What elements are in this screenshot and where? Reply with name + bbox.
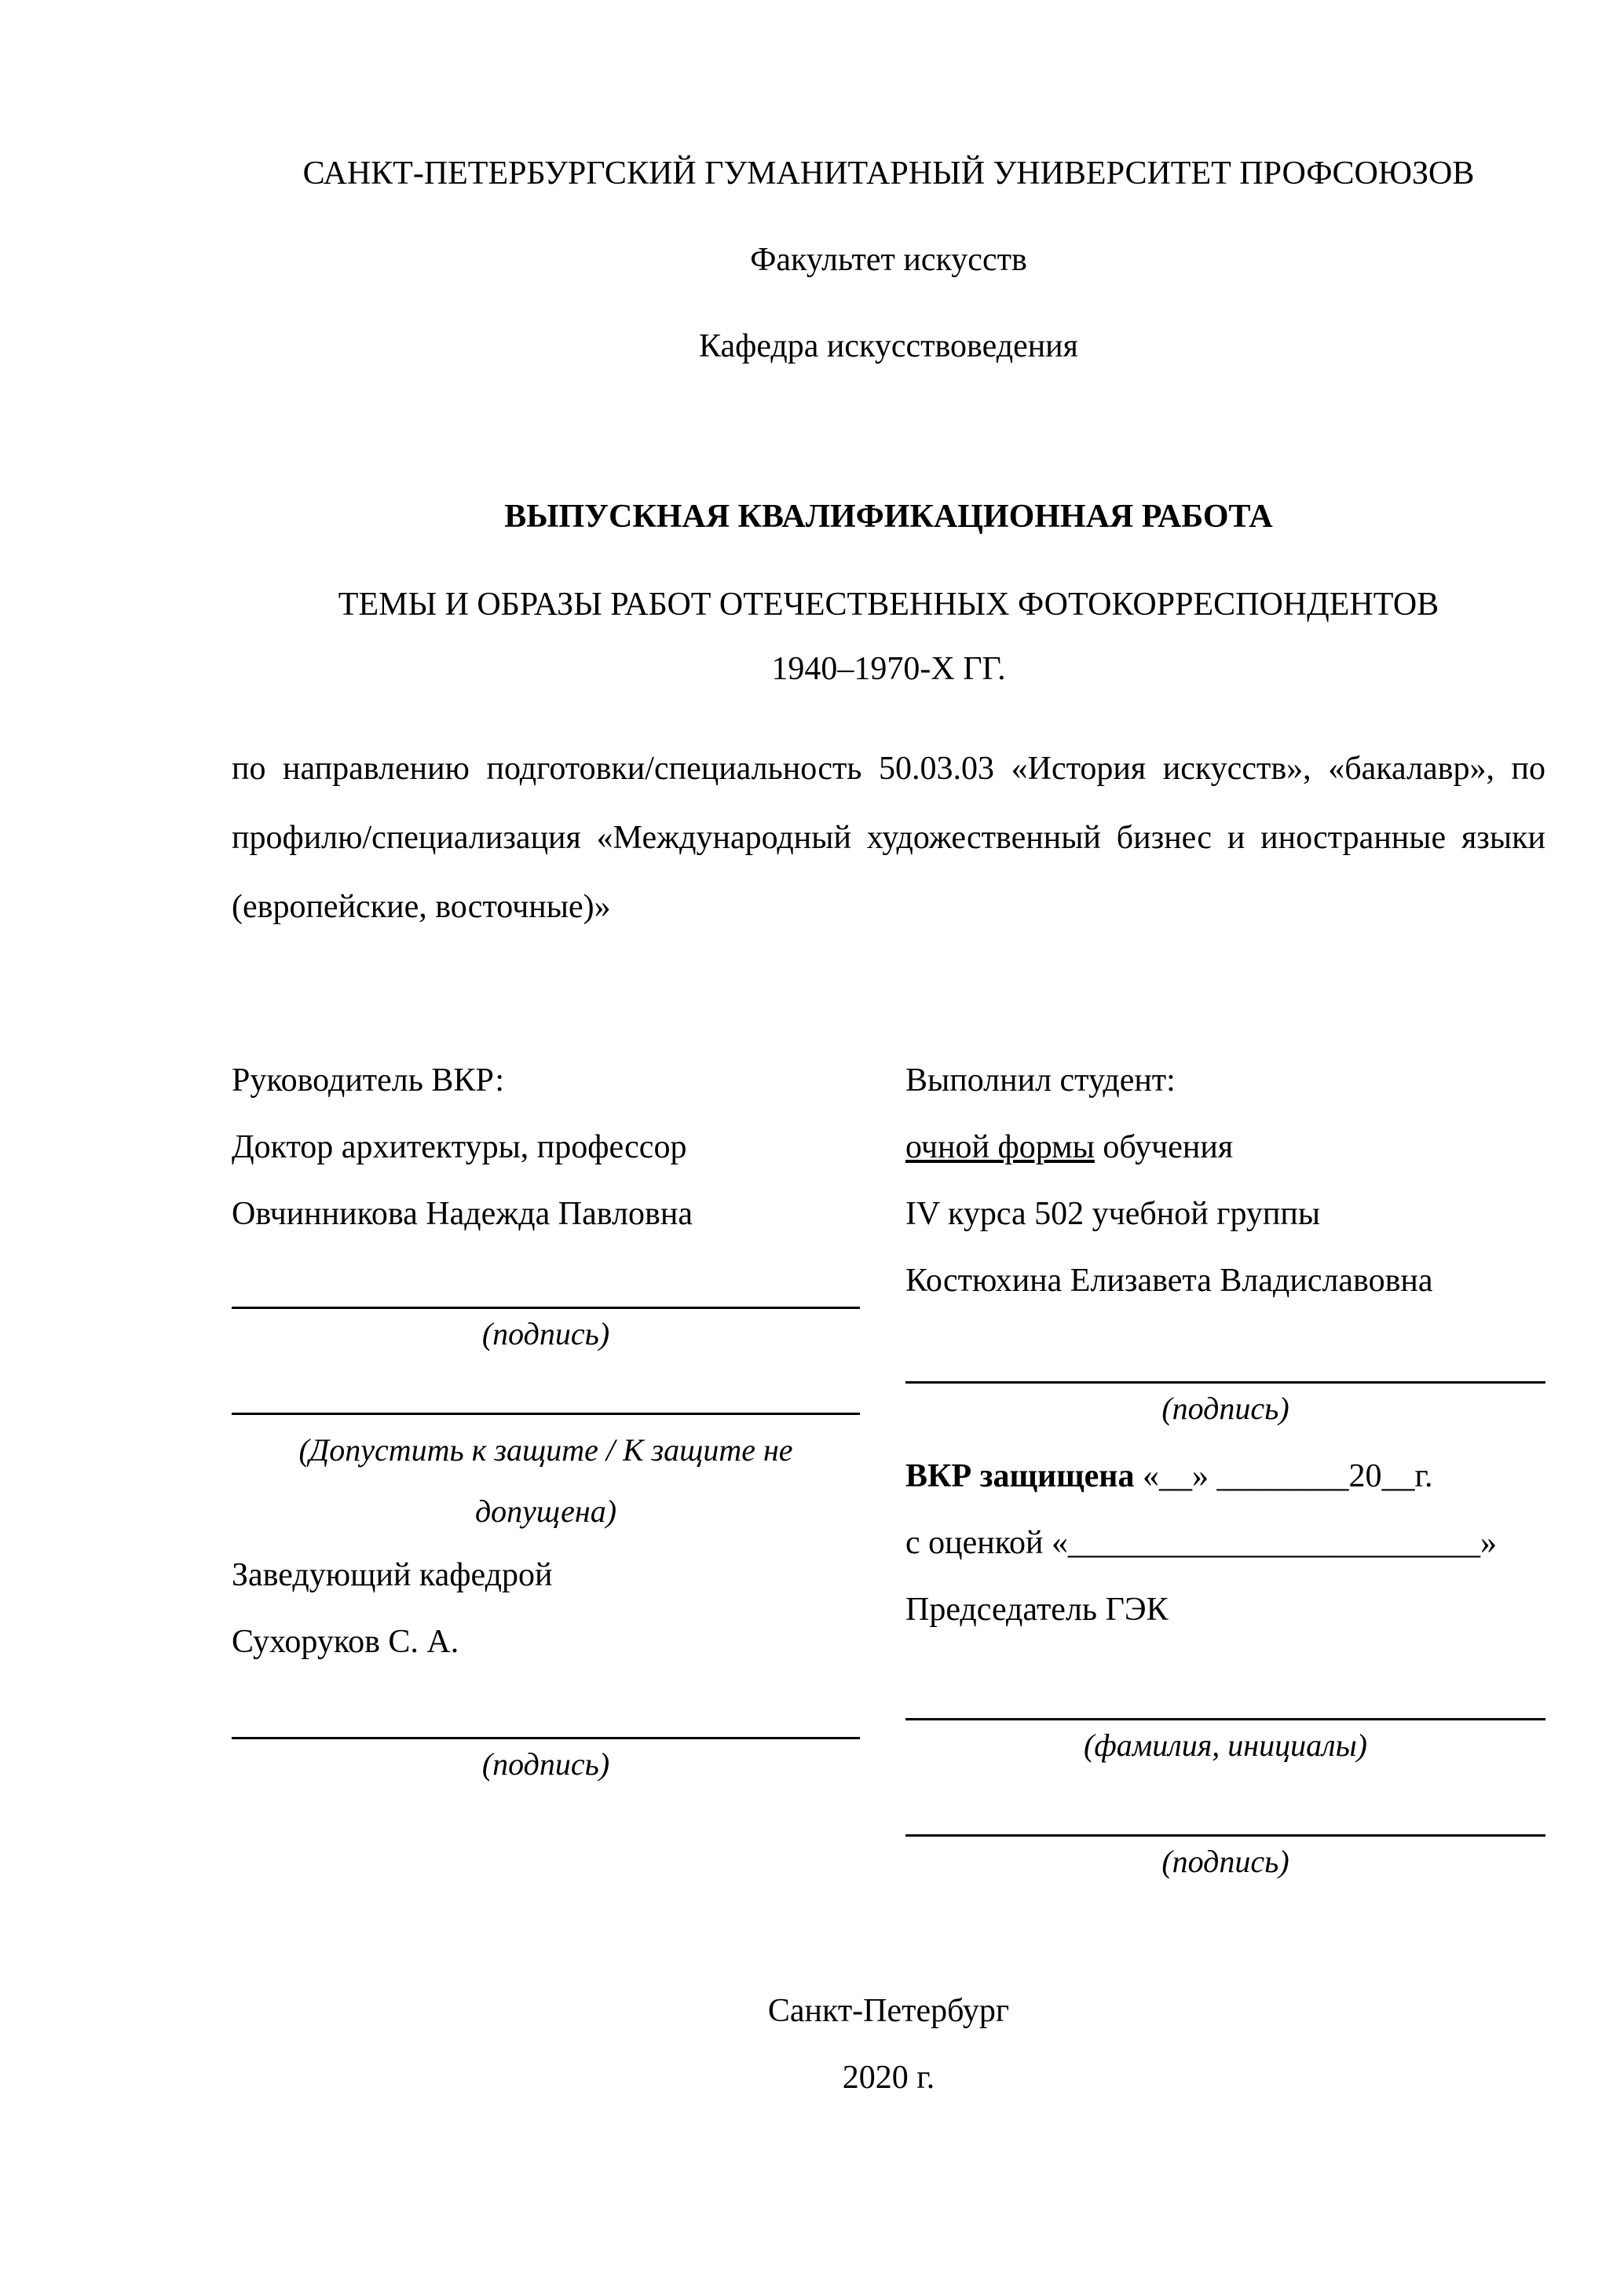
signature-caption: (подпись): [481, 1746, 610, 1782]
city-name: Санкт-Петербург: [767, 1993, 1010, 2029]
program-paragraph: по направлению подготовки/специальность 50.03.03 «История искусств», «бакалавр», по профилю/специализация «Международный художественный бизнес и иностранные языки (европейские, восточные)»: [232, 751, 1545, 925]
signature-columns: [232, 1047, 1545, 1884]
signature-caption: (подпись): [481, 1316, 610, 1351]
title-block: [232, 484, 1545, 701]
supervisor-label: Руководитель ВКР:: [232, 1062, 505, 1099]
student-name: Костюхина Елизавета Владиславовна: [905, 1263, 1433, 1299]
university-name: САНКТ-ПЕТЕРБУРГСКИЙ ГУМАНИТАРНЫЙ УНИВЕРСИТЕТ ПРОФСОЮЗОВ: [302, 155, 1475, 192]
document-header: [232, 153, 1545, 367]
chairman-label: Председатель ГЭК: [905, 1592, 1169, 1628]
signature-line: [905, 1381, 1545, 1384]
study-form-underlined: очной формы: [905, 1129, 1095, 1165]
supervisor-name: Овчинникова Надежда Павловна: [232, 1196, 693, 1232]
signature-line: [232, 1307, 860, 1309]
department-name: Кафедра искусствоведения: [699, 328, 1078, 364]
supervisor-degree: Доктор архитектуры, профессор: [232, 1129, 687, 1165]
department-head-label: Заведующий кафедрой: [232, 1557, 553, 1593]
admission-note: (Допустить к защите / К защите не допущена): [298, 1432, 793, 1529]
defense-date-blanks: «__» ________20__г.: [1134, 1458, 1433, 1494]
signature-caption: (подпись): [1161, 1391, 1289, 1426]
year: 2020 г.: [842, 2060, 935, 2096]
course-info: IV курса 502 учебной группы: [905, 1196, 1321, 1232]
supervisor-section: [232, 1047, 860, 1884]
signature-line: [905, 1834, 1545, 1837]
document-footer: [232, 1978, 1545, 2111]
work-type-title: ВЫПУСКНАЯ КВАЛИФИКАЦИОННАЯ РАБОТА: [504, 499, 1273, 535]
signature-line: [232, 1413, 860, 1415]
signature-line: [232, 1737, 860, 1739]
student-label: Выполнил студент:: [905, 1062, 1176, 1099]
department-head-name: Сухоруков С. А.: [232, 1624, 459, 1660]
study-form: [905, 1114, 1545, 1181]
defense-label: ВКР защищена: [905, 1458, 1135, 1494]
signature-caption: (подпись): [1161, 1844, 1289, 1879]
thesis-topic-years: 1940–1970-Х ГГ.: [771, 651, 1006, 687]
signature-line: [905, 1718, 1545, 1720]
faculty-name: Факультет искусств: [750, 242, 1027, 278]
study-form-rest: обучения: [1094, 1129, 1234, 1165]
thesis-topic: ТЕМЫ И ОБРАЗЫ РАБОТ ОТЕЧЕСТВЕННЫХ ФОТОКОРРЕСПОНДЕНТОВ: [338, 587, 1439, 623]
grade-line: с оценкой «_________________________»: [905, 1525, 1497, 1561]
student-section: [905, 1047, 1545, 1884]
surname-caption: (фамилия, инициалы): [1084, 1727, 1367, 1763]
defense-date-line: [905, 1443, 1545, 1510]
